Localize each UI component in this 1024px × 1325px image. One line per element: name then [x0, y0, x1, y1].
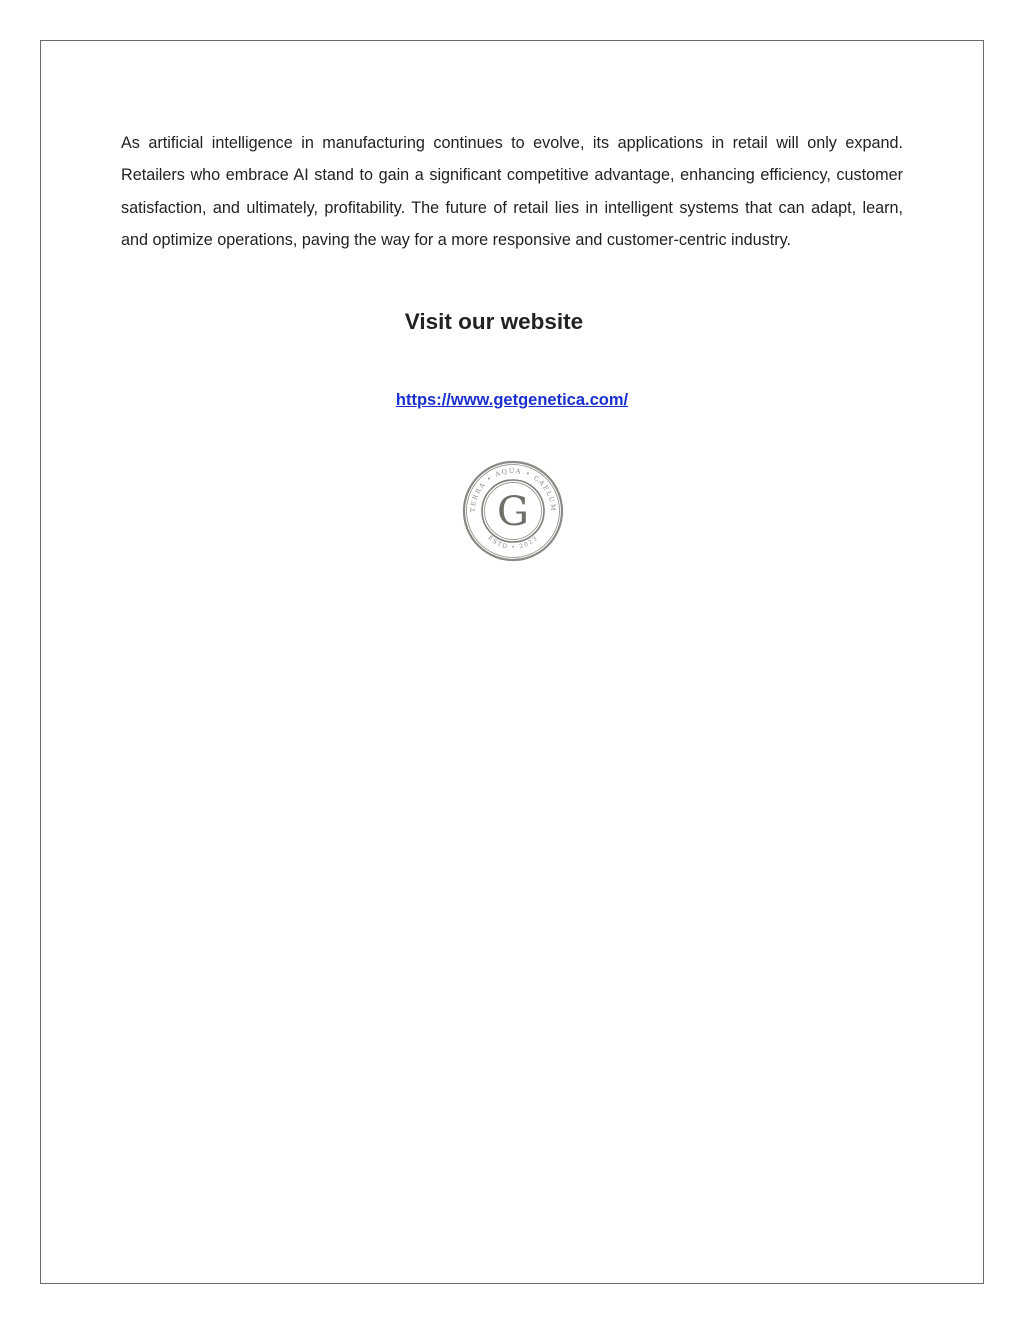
website-link-container [0, 388, 1024, 412]
genetica-seal-logo-icon [459, 459, 567, 563]
logo-ring-text-bottom: ESTD • 2023 [486, 534, 540, 552]
logo-ring-text-top: TERRA • AQUA • CAELUM [468, 466, 558, 513]
visit-website-heading: Visit our website [404, 309, 584, 334]
website-link[interactable]: https://www.getgenetica.com/ [395, 391, 629, 409]
body-paragraph: As artificial intelligence in manufacturing continues to evolve, its applications in retail will only expand. Retailers who embrace AI stand to gain a significant competitive advantage, enhancing efficiency, customer satisfaction, and ultimately, profitability. The future of retail lies in intelligent systems that can adapt, learn, and optimize operations, paving the way for a more responsive and customer-centric industry. [121, 134, 903, 250]
logo-letter: G [497, 489, 529, 535]
